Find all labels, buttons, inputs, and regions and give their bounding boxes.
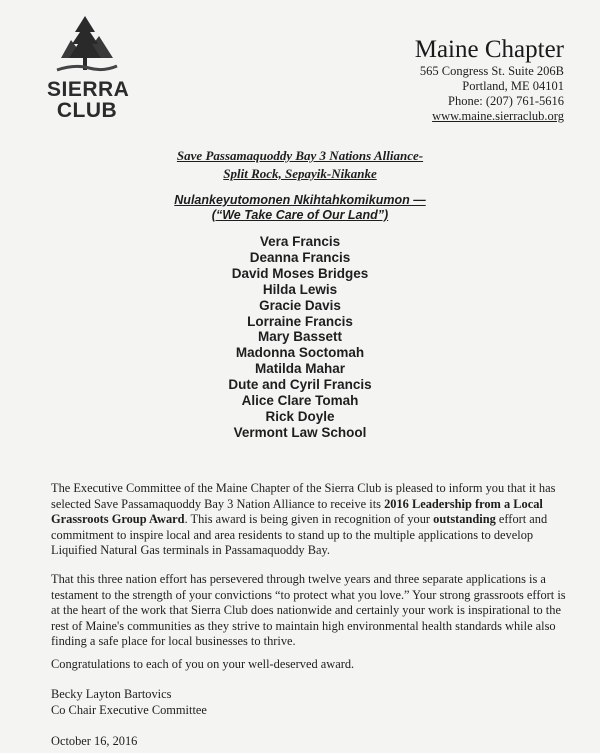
phone-number: Phone: (207) 761-5616 [448, 94, 564, 108]
recipient-name: Vermont Law School [233, 424, 367, 440]
signature-block [51, 687, 207, 718]
recipient-title [0, 147, 600, 183]
letterhead [415, 36, 564, 124]
recipient-name: Matilda Mahar [254, 361, 346, 377]
recipient-names-list [0, 234, 600, 441]
recipient-name: Mary Bassett [257, 329, 343, 345]
signer-name: Becky Layton Bartovics [51, 687, 172, 701]
sierra-club-logo [47, 14, 130, 122]
award-name: 2016 Leadership from a Local Grassroots Group Award [51, 496, 543, 526]
motto-line-2: (“We Take Care of Our Land”) [211, 208, 389, 222]
recipient-name: Deanna Francis [249, 249, 351, 265]
recipient-name: Lorraine Francis [247, 313, 353, 329]
award-emphasis: outstanding [433, 512, 496, 526]
award-text-b: . This award is being given in recognition of your [184, 512, 434, 526]
congratulations-paragraph: Congratulations to each of you on your well-deserved award. [51, 657, 355, 671]
recipient-title-line-1: Save Passamaquoddy Bay 3 Nations Alliance- [176, 148, 424, 163]
chapter-name: Maine Chapter [414, 36, 564, 63]
recipient-title-line-2: Split Rock, Sepayik-Nikanke [223, 166, 377, 181]
logo-text-sierra: SIERRA [47, 78, 130, 101]
address-line-2: Portland, ME 04101 [462, 79, 564, 93]
motto-line-1: Nulankeyutomonen Nkihtahkomikumon — [174, 193, 426, 207]
website-link[interactable]: www.maine.sierraclub.org [432, 109, 564, 123]
recipient-name: Vera Francis [259, 234, 341, 249]
signer-role: Co Chair Executive Committee [51, 702, 207, 717]
recipient-name: Dute and Cyril Francis [228, 377, 372, 393]
recipient-name: Gracie Davis [259, 297, 341, 313]
logo-text-club: CLUB [56, 99, 118, 122]
address-line-1: 565 Congress St. Suite 206B [419, 64, 564, 78]
recipient-name: David Moses Bridges [231, 265, 369, 281]
tree-mountain-icon [55, 14, 119, 76]
testament-paragraph: That this three nation effort has persevered through twelve years and three separate applications is a testament to the strength of your convictions “to protect what you love.” Your strong grassroots effort is at the heart of the work that Sierra Club does nationwide and certainly your work is inspirational to the rest of Maine's communities as they strive to maintain high environmental health standards while also finding a safe place for local businesses to thrive. [51, 572, 566, 648]
recipient-name: Madonna Soctomah [235, 345, 365, 361]
award-text-c: effort and commitment to inspire local and area residents to stand up to the multiple applications to develop Liquified Natural Gas terminals in Passamaquoddy Bay. [51, 512, 548, 557]
recipient-motto [0, 193, 600, 223]
letter-date: October 16, 2016 [51, 734, 138, 748]
recipient-name: Rick Doyle [265, 408, 335, 424]
award-paragraph [51, 481, 571, 559]
recipient-name: Hilda Lewis [262, 281, 338, 297]
recipient-name: Alice Clare Tomah [241, 393, 359, 409]
award-text-a: The Executive Committee of the Maine Chapter of the Sierra Club is pleased to inform you that it has selected Save Passamaquoddy Bay 3 Nation Alliance to receive its [51, 481, 556, 511]
